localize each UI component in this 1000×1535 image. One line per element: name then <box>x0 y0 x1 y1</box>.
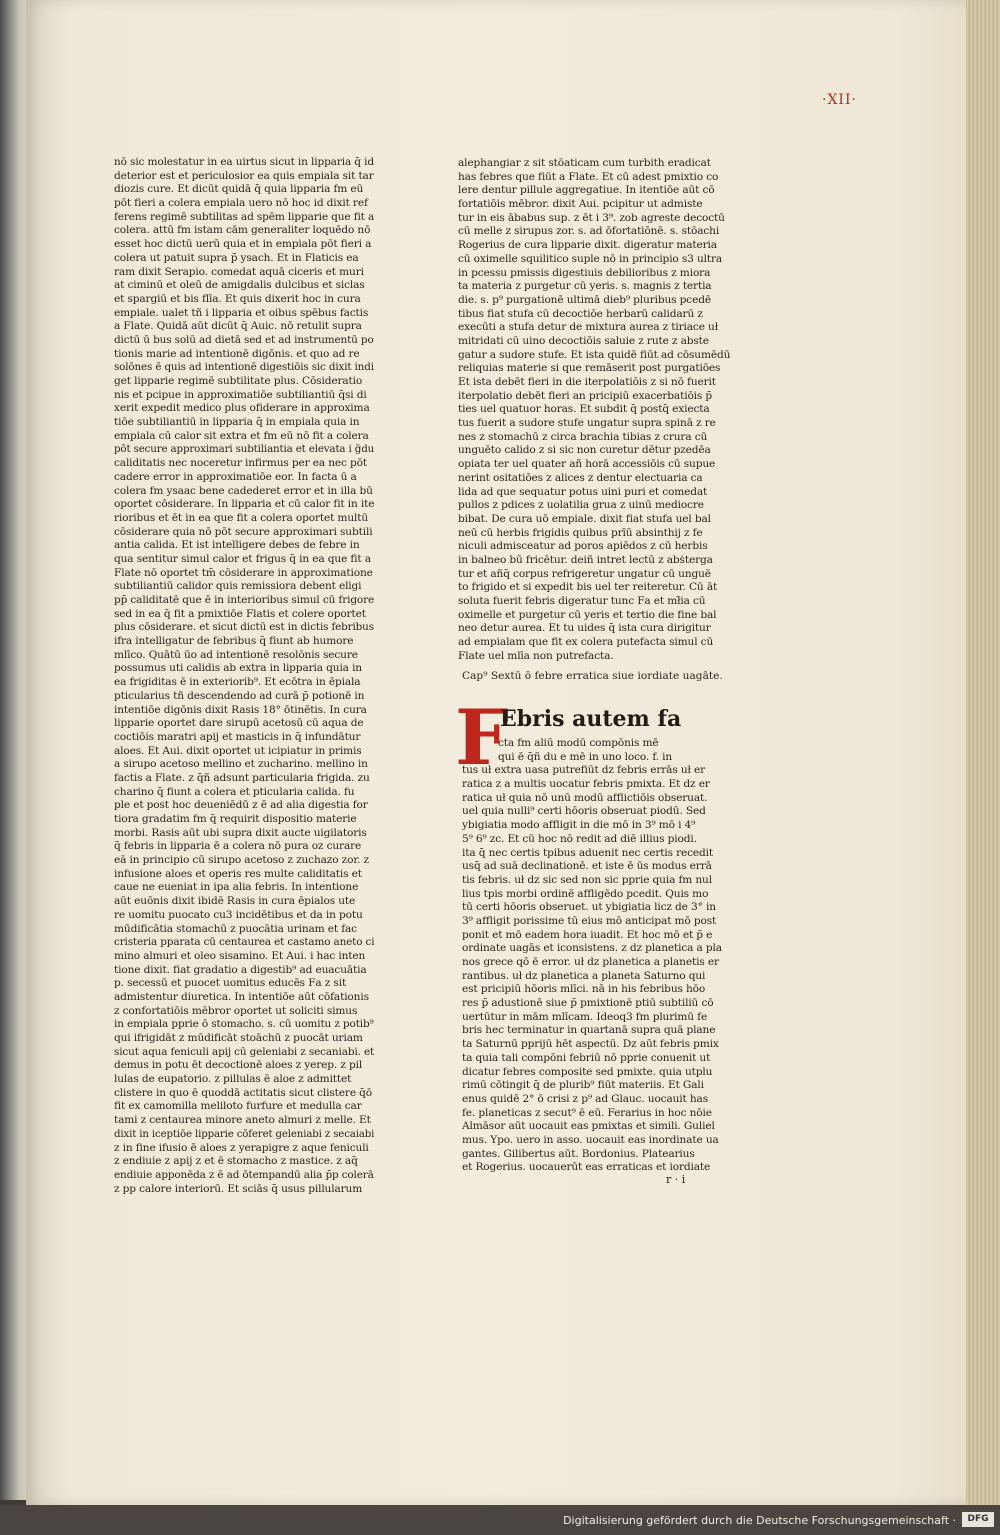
text-line: lere dentur pillule aggregatiue. In itentiōe aūt cō <box>458 184 715 197</box>
text-line: pticularius tñ descendendo ad curā p̄ potionē in <box>114 689 365 702</box>
text-line: dixit in iceptiōe lipparie cōferet geleniabi z secaiabi <box>114 1127 374 1140</box>
text-line: Et ista debēt fieri in die iterpolatiōis z si nō fuerit <box>458 376 716 388</box>
text-line: demus in potu ēt decoctionē aloes z yerep. z pil <box>114 1059 363 1072</box>
text-line: tur in eis ābabus sup. z ēt i 3⁹. zob agreste decoctū <box>458 211 725 224</box>
text-line: neo detur aurea. Et tu uides q̄ ista cura dirigitur <box>458 622 711 635</box>
text-line: 3⁹ affligit porissime tū eius mō anticipat mō post <box>462 914 717 927</box>
text-line: tibus fiat stufa cū decoctiōe herbarū calidarū z <box>458 307 703 320</box>
text-line: dicatur febres composite sed pmixte. quia utplu <box>462 1065 713 1078</box>
text-line: gantes. Gilibertus aūt. Bordonius. Platearius <box>462 1147 695 1160</box>
text-line: in empiala pprie ō stomacho. s. cū uomitu z potib⁹ <box>114 1018 374 1031</box>
text-line: has febres que fiūt a Flate. Et cū adest pmixtio co <box>458 170 719 183</box>
text-line: ita q̄ nec certis tpibus aduenit nec certis recedit <box>462 846 714 859</box>
text-line: tiōe subtiliantiū in lipparia q̄ in empiala quia in <box>114 416 360 429</box>
text-line: cristeria pparata cū centaurea et castamo aneto ci <box>114 936 374 949</box>
folio-number: ·XII· <box>822 92 857 108</box>
text-line: admistentur diuretica. In intentiōe aūt cōfationis <box>114 990 369 1003</box>
text-line: nis et pcipue in approximatiōe subtiliantiū q̄si di <box>114 388 367 401</box>
text-line: diozis cure. Et dicūt quidā q̄ quia lipparia fm eū <box>114 183 364 196</box>
text-line: tis febris. uł dz sic sed non sic pprie quia fm nul <box>462 873 712 886</box>
text-line: uertūtur in mām mlīcam. Ideoq3 fm plurimū fe <box>462 1010 708 1023</box>
text-line: ta quia tali compōni febriū nō pprie conuenit ut <box>462 1051 711 1064</box>
text-line: ta materia z purgetur cū yeris. s. magnis z tertia <box>458 280 712 293</box>
text-line: et spargiū et bis flīa. Et quis dixerit hoc in cura <box>114 292 361 305</box>
text-line: ratica z a multis uocatur febris pmixta. Et dz er <box>462 778 710 791</box>
text-line: usq̄ ad suā declinationē. et iste ē ūs modus errā <box>462 860 712 873</box>
text-line: cū melle z sirupus zor. s. ad ōfortatiōnē. s. stōachi <box>458 225 720 238</box>
text-line: re uomitu puocato cu3 incidētibus et da in potu <box>114 908 363 921</box>
text-line: plus cōsiderare. et sicut dictū est in dictis febribus <box>114 621 374 634</box>
text-line: pp̄ caliditatē que ē in interioribus simul cū frigore <box>114 594 374 606</box>
text-line: cta fm aliū modū compōnis mē <box>498 737 659 749</box>
text-line: subtiliantiū calidor quis remissiora debent eligi <box>114 580 362 593</box>
footer-credit: Digitalisierung gefördert durch die Deutsche Forschungsgemeinschaft · <box>563 1514 956 1527</box>
text-line: cū oximelle squilitico suple nō in principio s3 ultra <box>458 252 723 265</box>
text-line: rimū cōtingit q̄ de plurib⁹ fiūt materiis. Et Gali <box>462 1079 704 1092</box>
text-line: tami z centaurea minore aneto almuri z melle. Et <box>114 1114 371 1127</box>
text-line: ifra intelligatur de febribus q̄ fiunt ab humore <box>114 635 354 648</box>
text-line: est pricipiū hōoris mlīci. nā in his febribus hōo <box>462 983 706 996</box>
text-line: Flate nō oportet tm̄ cōsiderare in approximatione <box>114 566 373 579</box>
text-line: lipparie oportet dare sirupū acetosū cū aqua de <box>114 717 364 730</box>
text-line: nos grece qō ē error. uł dz planetica a planetis er <box>462 956 719 968</box>
text-line: sicut aqua feniculi apij cū geleniabi z secaniabi. et <box>114 1045 374 1058</box>
text-line: execūti a stufa detur de mixtura aurea z tiriace uł <box>458 321 718 334</box>
text-line: z in fine ifusio ē aloes z yerapigre z aque feniculi <box>114 1141 369 1154</box>
text-line: mus. Ypo. uero in asso. uocauit eas inordinate ua <box>462 1133 719 1146</box>
text-line: bibat. De cura uō empiale. dixit fiat stufa uel bal <box>458 512 711 525</box>
text-line: ta Saturnū pprijū hēt aspectū. Dz aūt febris pmix <box>462 1038 719 1051</box>
right-lower-text-column <box>462 737 736 1175</box>
text-line: cadere error in approximatiōe eor. In facta ū a <box>114 470 357 483</box>
text-line: coctiōis maratri apij et masticis in q̄ infundātur <box>114 730 361 743</box>
text-line: neū cū herbis frigidis quibus prīū absinthij z fe <box>458 526 703 539</box>
text-line: deterior est et periculosior ea quis empiala sit tar <box>114 169 374 182</box>
text-line: 5⁹ 6⁹ zc. Et cū hoc nō redit ad diē illius piodi. <box>462 832 697 845</box>
text-line: colera ut patuit supra p̄ ysach. Et in Flaticis ea <box>114 251 359 264</box>
text-line: z confortatiōis mēbror oportet ut soliciti simus <box>114 1004 358 1017</box>
text-line: fe. planeticas z secut⁹ ē eū. Ferarius in hoc nōie <box>462 1106 712 1119</box>
text-line: mitridati cū uino decoctiōis saluie z rute z absṫe <box>458 334 709 347</box>
text-line: nō sic molestatur in ea uirtus sicut in lipparia q̄ id <box>114 156 374 168</box>
text-line: nerint ositatiōes z alices z dentur electuaria ca <box>458 471 703 484</box>
text-line: pōt fieri a colera empiala uero nō hoc id dixit ref <box>114 197 368 210</box>
text-line: dictū ū bus solū ad dietā sed et ad instrumentū po <box>114 333 374 346</box>
text-line: ea frigiditas ē in exteriorib⁹. Et ecōtra in ēpiala <box>114 676 361 689</box>
text-line: Almāsor aūt uocauit eas pmixtas et simili. Guliel <box>462 1120 715 1133</box>
text-line: nes z stomachū z circa brachia tibias z crura cū <box>458 430 708 443</box>
text-line: soluta fuerit febris digeratur tunc F̄a et mł̄ia cū <box>458 595 706 607</box>
text-line: Flate uel mlīa non putrefacta. <box>458 649 614 662</box>
text-line: intentiōe digōnis dixit Rasis 18° ōtinētis. In cura <box>114 703 367 716</box>
text-line: mino almuri et oleo sisamino. Et Aui. i hac inten <box>114 949 366 962</box>
book-edge-right <box>966 0 1000 1505</box>
text-line: ties uel quatuor horas. Et subdit q̄ postq̄ exiecta <box>458 403 710 416</box>
text-line: unguēto calido z si sic non curetur dētur pzedēa <box>458 444 711 457</box>
text-line: empiala cū calor sit extra et fm eū nō fit a colera <box>114 429 369 442</box>
chapter-heading: Cap⁹ Sextū ō febre erratica siue iordiate uagāte. <box>462 670 723 682</box>
text-line: iterpolatio debēt fieri an pricipiū exacerbatiōis p̄ <box>458 389 713 402</box>
text-line: solōnes ē quis ad intentionē digestiōis sic dixit indi <box>114 361 374 374</box>
text-line: caue ne eueniat in ipa alia febris. In intentione <box>114 881 359 894</box>
text-line: ponit et mō eadem hora iuadit. Et hoc mō et p̄ e <box>462 928 713 941</box>
text-line: infusione aloes et operis res multe caliditatis et <box>114 867 362 880</box>
text-line: charino q̄ fiunt a colera et pticularia calida. fu <box>114 785 355 798</box>
text-line: ram dixit Serapio. comedat aquā ciceris et muri <box>114 265 364 278</box>
left-text-column <box>114 156 374 1196</box>
text-line: opiata ter uel quater añ horā accessiōis cū supue <box>458 458 716 471</box>
text-line: lida ad que sequatur potus uini puri et comedat <box>458 485 708 498</box>
text-line: colera fm ysaac bene cadederet error et in illa bū <box>114 484 373 497</box>
text-line: bris hec terminatur in quartanā supra quā plane <box>462 1024 716 1037</box>
text-line: res p̄ adustionē siue p̄ pmixtionē ptiū subtiliū cō <box>462 997 714 1010</box>
text-line: in balneo bū fricētur. deiñ intret lectū z abṡterga <box>458 553 713 566</box>
text-line: z endiuie z apij z et ē stomacho z mastice. z aq̄ <box>114 1155 358 1168</box>
text-line: qui ē q̄ñ du e mē in uno loco. f. in <box>498 750 673 763</box>
text-line: reliquias materie si que remāserit post purgatiōes <box>458 362 721 375</box>
text-line: factis a Flate. z q̄ñ adsunt particularia frigida. zu <box>114 771 370 784</box>
text-line: rioribus et ēt in ea que fit a colera oportet multū <box>114 511 369 524</box>
text-line: clistere in quo ē quoddā actitatis sicut clistere q̄ō <box>114 1086 373 1099</box>
text-line: tus fuerit a sudore stufe ungatur supra spinā z re <box>458 417 716 430</box>
text-line: tus uł extra uasa putrefiūt dz febris errās uł er <box>462 764 706 777</box>
book-edge-left <box>0 0 28 1500</box>
text-line: pōt secure approximari subtiliantia et elevata i ḡdu <box>114 443 374 456</box>
text-line: uel quia nulli⁹ certi hōoris obseruat piodū. Sed <box>462 805 706 818</box>
text-line: at ciminū et oleū de amigdalis dulcibus et siclas <box>114 279 365 292</box>
text-line: die. s. p⁹ purgationē ultimā dieb⁹ pluribus pcedē <box>458 293 711 306</box>
text-line: to frigido et si expedit bis uel ter reiteretur. Cū āt <box>458 581 718 594</box>
chapter-incipit: Ebris autem fa <box>500 706 682 732</box>
text-line: niculi admisceatur ad poros apiēdos z cū herbis <box>458 540 708 553</box>
text-line: qui ifrigidāt z mūdificāt stoāchū z puocāt uriam <box>114 1032 363 1044</box>
text-line: rantibus. uł dz planetica a planeta Saturno qui <box>462 969 706 982</box>
text-line: gatur a sudore stufe. Et ista quidē fiūt ad cōsumēdū <box>458 348 731 361</box>
text-line: esset hoc dictū uerū quia et in empiala pōt fieri a <box>114 238 372 251</box>
text-line: ad empialam que fit ex colera putefacta simul cū <box>458 636 714 649</box>
text-line: a sirupo acetoso mellino et zucharino. mellino in <box>114 758 368 771</box>
text-line: a Flate. Quidā aūt dicūt q̄ Auic. nō retulit supra <box>114 320 362 333</box>
text-line: endiuie apponēda z ē ad ōtempandū alia p̄p colerā <box>114 1168 374 1181</box>
text-line: ratica uł quia nō unū modū afflictiōis obseruat. <box>462 791 708 804</box>
text-line: fit ex camomilla meliloto furfure et medulla car <box>114 1100 362 1113</box>
text-line: sed in ea q̄ fit a pmixtiōe Flatis et colere oportet <box>114 607 366 620</box>
text-line: oportet cōsiderare. In lipparia et cū calor fit in ite <box>114 498 374 511</box>
text-line: colera. attū fm istam cām generaliter loquēdo nō <box>114 224 371 237</box>
text-line: enus quidē 2° ō crisi z p⁹ ad Glauc. uocauit has <box>462 1092 708 1105</box>
text-line: tur et añq̄ corpus refrigeretur ungatur cū unguē <box>458 567 711 580</box>
text-line: ferens regimē subtilitas ad spēm lipparie que fit a <box>114 210 374 223</box>
text-line: empiale. ualet tñ i lipparia et oibus spēbus factis <box>114 306 369 319</box>
text-line: lius tpis morbi ordinē affligēdo pcedit. Quis mo <box>462 887 709 900</box>
signature-mark: r · i <box>666 1173 686 1186</box>
text-line: mlīco. Quātū ūo ad intentionē resolōnis secure <box>114 648 358 661</box>
dfg-logo: DFG <box>962 1512 994 1527</box>
text-line: get lipparie regimē subtilitate plus. Cōsideratio <box>114 375 363 387</box>
text-line: alephangiar z sit̄ stōaticam cum turbith eradicat <box>458 157 711 169</box>
text-line: morbi. Rasis aūt ubi supra dixit aucte uigilatoris <box>114 826 367 839</box>
text-line: fortatiōis mēbror. dixit Aui. pcipitur ut admiste <box>458 198 703 211</box>
decorated-initial: F <box>455 693 509 782</box>
text-line: mūdificātia stomachū z puocātia urinam et fac <box>114 922 357 935</box>
text-line: p. secessū et puocet uomitus educēs F̄a z sit̄ <box>114 977 347 990</box>
text-line: aloes. Et Aui. dixit oportet ut icipiatur in primis <box>114 744 362 757</box>
text-line: et Rogerius. uocauerūt eas erraticas et iordiate <box>462 1161 711 1174</box>
text-line: qua sentitur simul calor et frigus q̄ in ea que fit a <box>114 552 371 565</box>
right-text-column <box>458 157 736 663</box>
text-line: possumus uti calidis ab extra in lipparia quia in <box>114 662 362 675</box>
text-line: tionis marie ad intentionē digōnis. et quo ad re <box>114 347 360 360</box>
text-line: cōsiderare quia nō pōt secure approximari subtili <box>114 525 373 538</box>
text-line: oximelle et purgetur cū yeris et tertio die fine bal <box>458 608 717 621</box>
text-line: eā in principio cū sirupo acetoso z zuchazo zor. z <box>114 854 369 867</box>
text-line: ordinate uagās et iconsistens. z dz planetica a pla <box>462 942 722 955</box>
text-line: in pcessu pmissis digestiuis debilioribus z miora <box>458 266 711 279</box>
text-line: ple et post hoc deueniēdū z ē ad alia digestia for <box>114 799 368 812</box>
text-line: lulas de eupatorio. z pillulas ē aloe z admittet <box>114 1073 352 1086</box>
text-line: Rogerius de cura lipparie dixit. digeratur materia <box>458 239 717 252</box>
text-line: ṫū certi hōoris obseruet. ut ybigiatia licz de 3° in <box>462 901 716 914</box>
text-line: tione dixit. fiat gradatio a digestib⁹ ad euacuātia <box>114 963 367 976</box>
text-line: antia calida. Et ist̄ intelligere debes de febre in <box>114 539 360 552</box>
text-line: tiora gradatim fm q̄ requirit dispositio materie <box>114 813 357 825</box>
text-line: z pp calore interiorū. Et sciās q̄ usus pillularum <box>114 1182 363 1195</box>
text-line: caliditatis nec noceretur infirmus per ea nec pōt <box>114 457 368 470</box>
text-line: xerit expedit medico plus ofiderare in approxima <box>114 402 370 415</box>
text-line: ybigiatia modo affligit in die mō in 3⁹ mō i 4⁹ <box>462 819 696 832</box>
text-line: q̄ febris in lipparia ē a colera nō pura oz curare <box>114 840 362 853</box>
text-line: aūt euōnis dixit ibidē Rasis in cura ēpialos ute <box>114 895 356 908</box>
text-line: pullos z pdices z uolatilia grua z uinū mediocre <box>458 499 704 512</box>
